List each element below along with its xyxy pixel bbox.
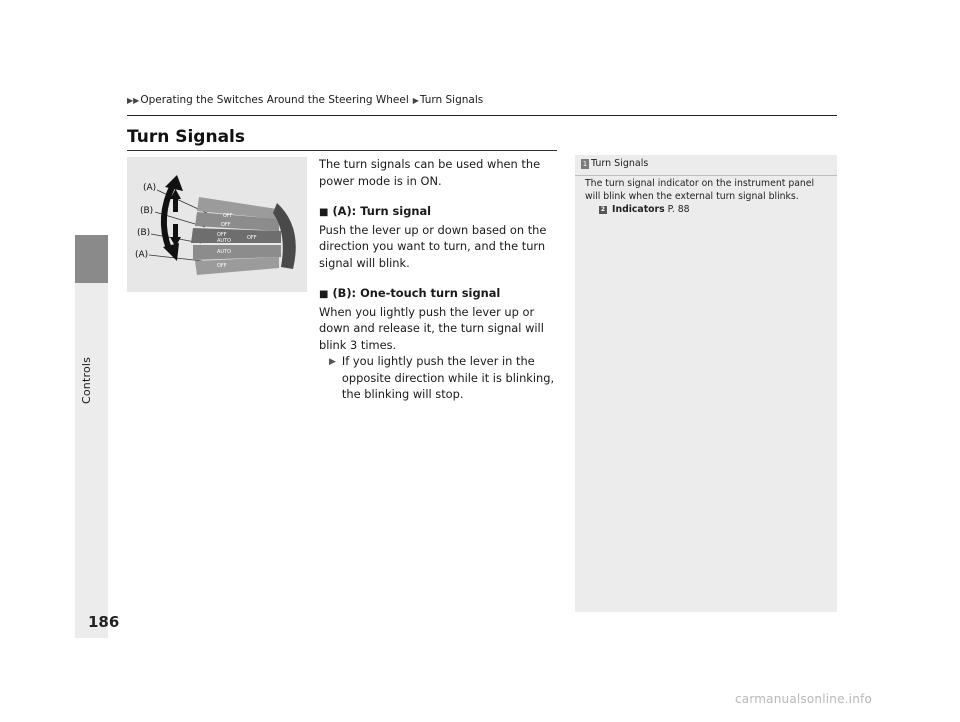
title-divider: [127, 150, 557, 151]
side-note-title: Turn Signals: [591, 158, 649, 169]
stalk-mark: OFF: [221, 222, 231, 228]
section-heading-b: ■ (B): One-touch turn signal: [319, 286, 501, 300]
square-bullet-icon: ■: [319, 289, 329, 300]
reference-icon: 2: [600, 205, 606, 213]
one-touch-down-arrow: [173, 224, 178, 239]
section-b-bullet: If you lightly push the lever in the opposite direction while it is blinking, the blinking will stop.: [341, 354, 555, 401]
header-divider: [127, 115, 837, 116]
section-side-label: Controls: [80, 356, 93, 404]
page-reference-link[interactable]: [585, 203, 831, 216]
side-note-text: The turn signal indicator on the instrument panel will blink when the external turn signal blinks.: [585, 178, 815, 202]
page-title: Turn Signals: [127, 127, 245, 147]
turn-signal-lever-illustration: [127, 157, 307, 292]
side-note-box: [575, 155, 837, 612]
section-b-text: When you lightly push the lever up or down and release it, the turn signal will blink 3 times.: [319, 304, 544, 352]
reference-label: Indicators: [612, 204, 665, 215]
up-arrow-icon: [165, 175, 183, 191]
stalk-mark: AUTO: [217, 249, 232, 255]
section-a-text: Push the lever up or down based on the direction you want to turn, and the turn signal will blink.: [319, 222, 547, 270]
stalk-mark: OFF: [223, 213, 233, 219]
breadcrumb-item-current[interactable]: Turn Signals: [419, 94, 484, 106]
section-heading-a: ■ (A): Turn signal: [319, 204, 432, 218]
stalk-mark: OFF: [247, 235, 257, 241]
one-touch-up-arrow: [173, 197, 178, 212]
side-note-header: [575, 155, 837, 176]
section-tab-marker: [75, 235, 108, 283]
square-bullet-icon: ■: [319, 207, 329, 218]
watermark: carmanualsonline.info: [735, 692, 872, 706]
breadcrumb-item-parent[interactable]: Operating the Switches Around the Steering Wheel: [140, 94, 409, 106]
figure-label-a: (A): [135, 250, 149, 260]
figure-label-b: (B): [140, 206, 154, 216]
figure-label-a: (A): [143, 183, 157, 193]
lever-stalk-position: [195, 257, 279, 275]
stalk-mark: OFF: [217, 232, 227, 238]
lever-diagram: [127, 157, 307, 292]
main-text-column: [319, 156, 559, 403]
list-item: [319, 353, 559, 403]
side-note-body: [585, 177, 831, 216]
reference-page: P. 88: [667, 204, 690, 215]
breadcrumb: [127, 94, 487, 106]
breadcrumb-arrow-icon: ▶: [412, 95, 419, 105]
page-number: 186: [88, 613, 120, 631]
section-side-bar: [75, 283, 108, 638]
intro-paragraph: The turn signals can be used when the power mode is in ON.: [319, 157, 541, 188]
stalk-mark: AUTO: [217, 238, 232, 244]
breadcrumb-arrow-icon: ▶▶: [127, 95, 140, 105]
arrow-bullet-icon: ▶: [329, 357, 336, 367]
figure-label-b: (B): [137, 228, 151, 238]
note-number-badge: 1: [582, 160, 588, 168]
stalk-mark: OFF: [217, 263, 227, 269]
